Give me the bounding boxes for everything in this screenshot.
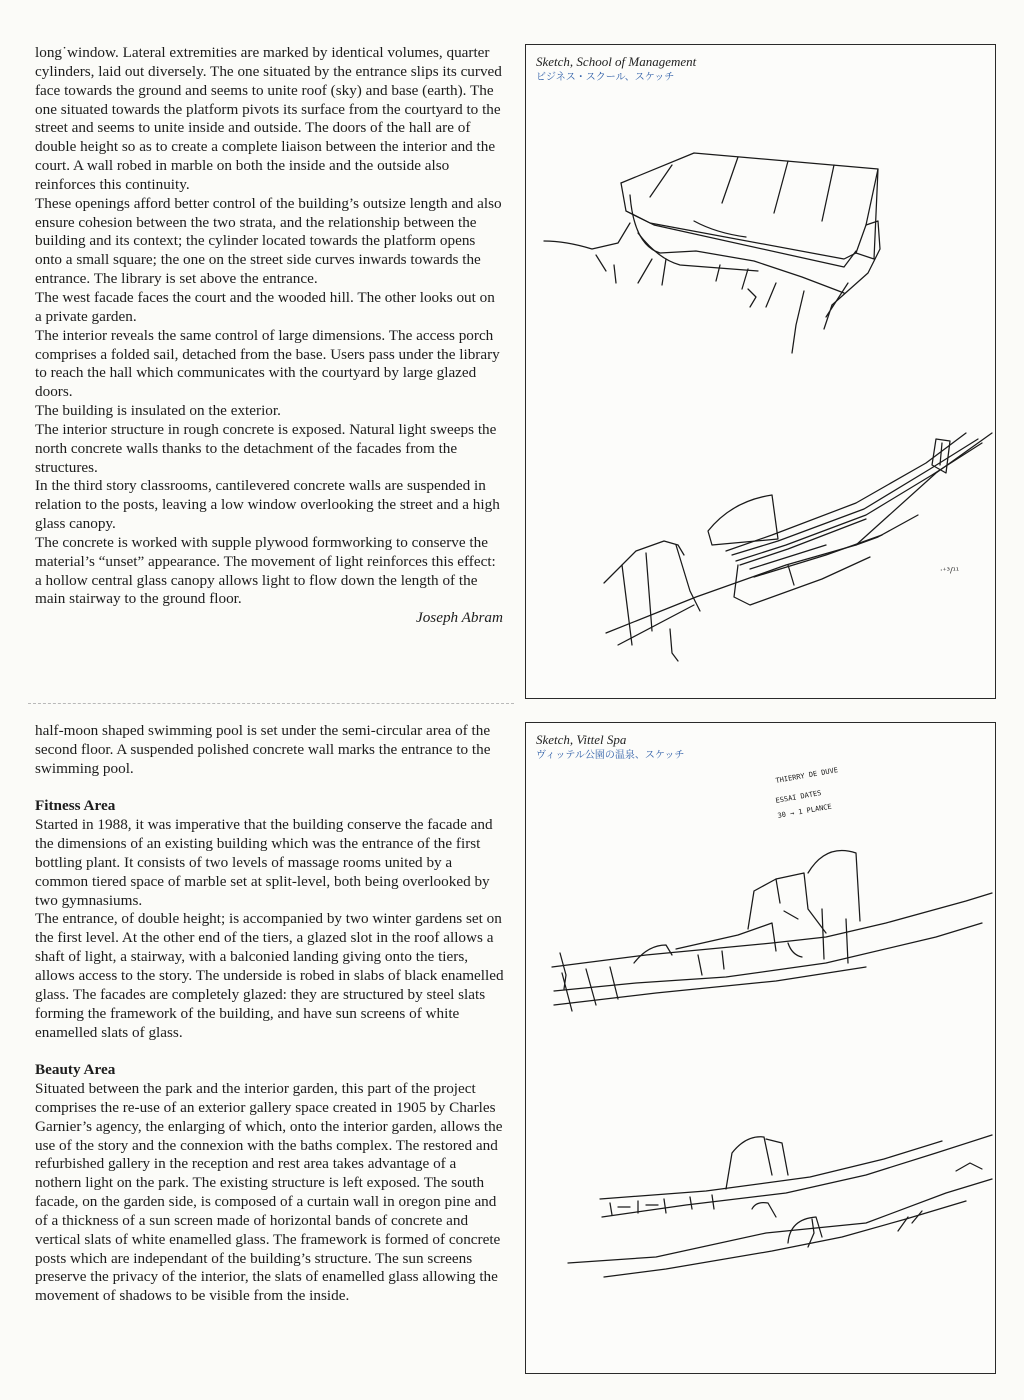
figure-caption-japanese: ヴィッテル公園の温泉、スケッチ — [536, 750, 685, 761]
figure-caption: Sketch, School of Management — [536, 54, 697, 69]
article-paragraph: The building is insulated on the exterior. — [35, 402, 281, 420]
article-paragraph: In the third story classrooms, cantilevered concrete walls are suspended in relation to the posts, leaving a low window overlooking the street and a high glass canopy. — [35, 477, 500, 533]
handwritten-note-line: 30 → 1 PLANCE — [776, 802, 833, 820]
handwritten-note-line: ESSAI DATES — [774, 789, 823, 805]
article-paragraph: The concrete is worked with supple plywood formworking to conserve the material’s “unset” appearance. The movement of light reinforces this effect: a hollow central glass canopy allows light to flow down the length of the main stairway to the ground floor. — [35, 533, 496, 608]
fitness-area-heading: Fitness Area — [35, 797, 116, 815]
section-divider — [28, 703, 514, 704]
sketch-frame-vittel-spa — [525, 722, 996, 1374]
article-paragraph: The interior reveals the same control of large dimensions. The access porch comprises a folded sail, detached from the base. Users pass under the library to reach the hall which communicates with the courtyard by large glazed doors. — [35, 326, 500, 401]
article-top — [35, 44, 505, 628]
author-signature: Joseph Abram — [415, 609, 503, 627]
article-paragraph: The interior structure in rough concrete is exposed. Natural light sweeps the north concrete walls thanks to the detachment of the facades from the structures. — [35, 420, 497, 476]
article-paragraph: long˙window. Lateral extremities are marked by identical volumes, quarter cylinders, laid out diversely. The one situated by the entrance slips its curved face towards the ground and seems to unite roof (sky) and base (earth). The one situated towards the platform pivots its surface from the courtyard to the street and seems to unite inside and outside. The doors of the hall are of double height so as to create a complete liaison between the interior and the court. A wall robed in marble on both the inside and the outside also reinforces this continuity. — [35, 44, 502, 193]
sketch-date-note: ‧⁺³/¹¹ — [940, 566, 960, 575]
article-intro: half-moon shaped swimming pool is set under the semi-circular area of the second floor. A suspended polished concrete wall marks the entrance to the swimming pool. — [35, 722, 491, 777]
sketch-drawing-school-of-management — [526, 45, 995, 698]
article-paragraph: Started in 1988, it was imperative that the building conserve the facade and the dimensions of an existing building which was the entrance of the first bottling plant. It consists of two levels of massage rooms united by a common tiered space of marble set at split-level, both being overlooked by two gymnasiums. — [35, 816, 493, 909]
figure-caption: Sketch, Vittel Spa — [536, 732, 627, 747]
article-paragraph: Situated between the park and the interior garden, this part of the project comprises the re-use of an exterior gallery space created in 1905 by Charles Garnier’s agency, the enlarging of which, onto the interior garden, allows the use of the story and the connexion with the baths complex. The restored and refurbished gallery in the reception and rest area takes advantage of a nothern light on the park. The existing structure is left exposed. The south facade, on the garden side, is composed of a curtain wall in oregon pine and of a thickness of a sun screen made of horizontal bands of concrete and vertical slats of white enamelled glass. The framework is formed of concrete posts which are independant of the building’s structure. The sun screens preserve the privacy of the interior, the slats of enamelled glass allowing the movement of shadows to be visible from the inside. — [35, 1080, 503, 1305]
article-paragraph: These openings afford better control of the building’s outsize length and also ensure cohesion between the two strata, and the relationship between the building and its context; the cylinder located towards the platform opens onto a small square; the one on the street side curves inwards towards the entrance. The library is set above the entrance. — [35, 194, 502, 288]
article-paragraph: The west facade faces the court and the wooded hill. The other looks out on a private garden. — [35, 288, 495, 325]
article-bottom — [35, 722, 505, 1306]
sketch-drawing-vittel-spa — [526, 723, 995, 1373]
handwritten-note-line: THIERRY DE DUVE — [774, 766, 839, 785]
article-paragraph: The entrance, of double height; is accompanied by two winter gardens set on the first level. At the other end of the tiers, a glazed slot in the roof allows a shaft of light, a stairway, with a balconied landing giving onto the tiers, allows access to the story. The underside is robed in slabs of black enamelled glass. The facades are completely glazed: they are structured by steel slats forming the framework of the building, and have sun screens of white enamelled slats of glass. — [35, 910, 504, 1041]
sketch-frame-school-of-management — [525, 44, 996, 699]
figure-caption-japanese: ビジネス・スクール、スケッチ — [536, 72, 675, 83]
beauty-area-heading: Beauty Area — [35, 1061, 116, 1079]
